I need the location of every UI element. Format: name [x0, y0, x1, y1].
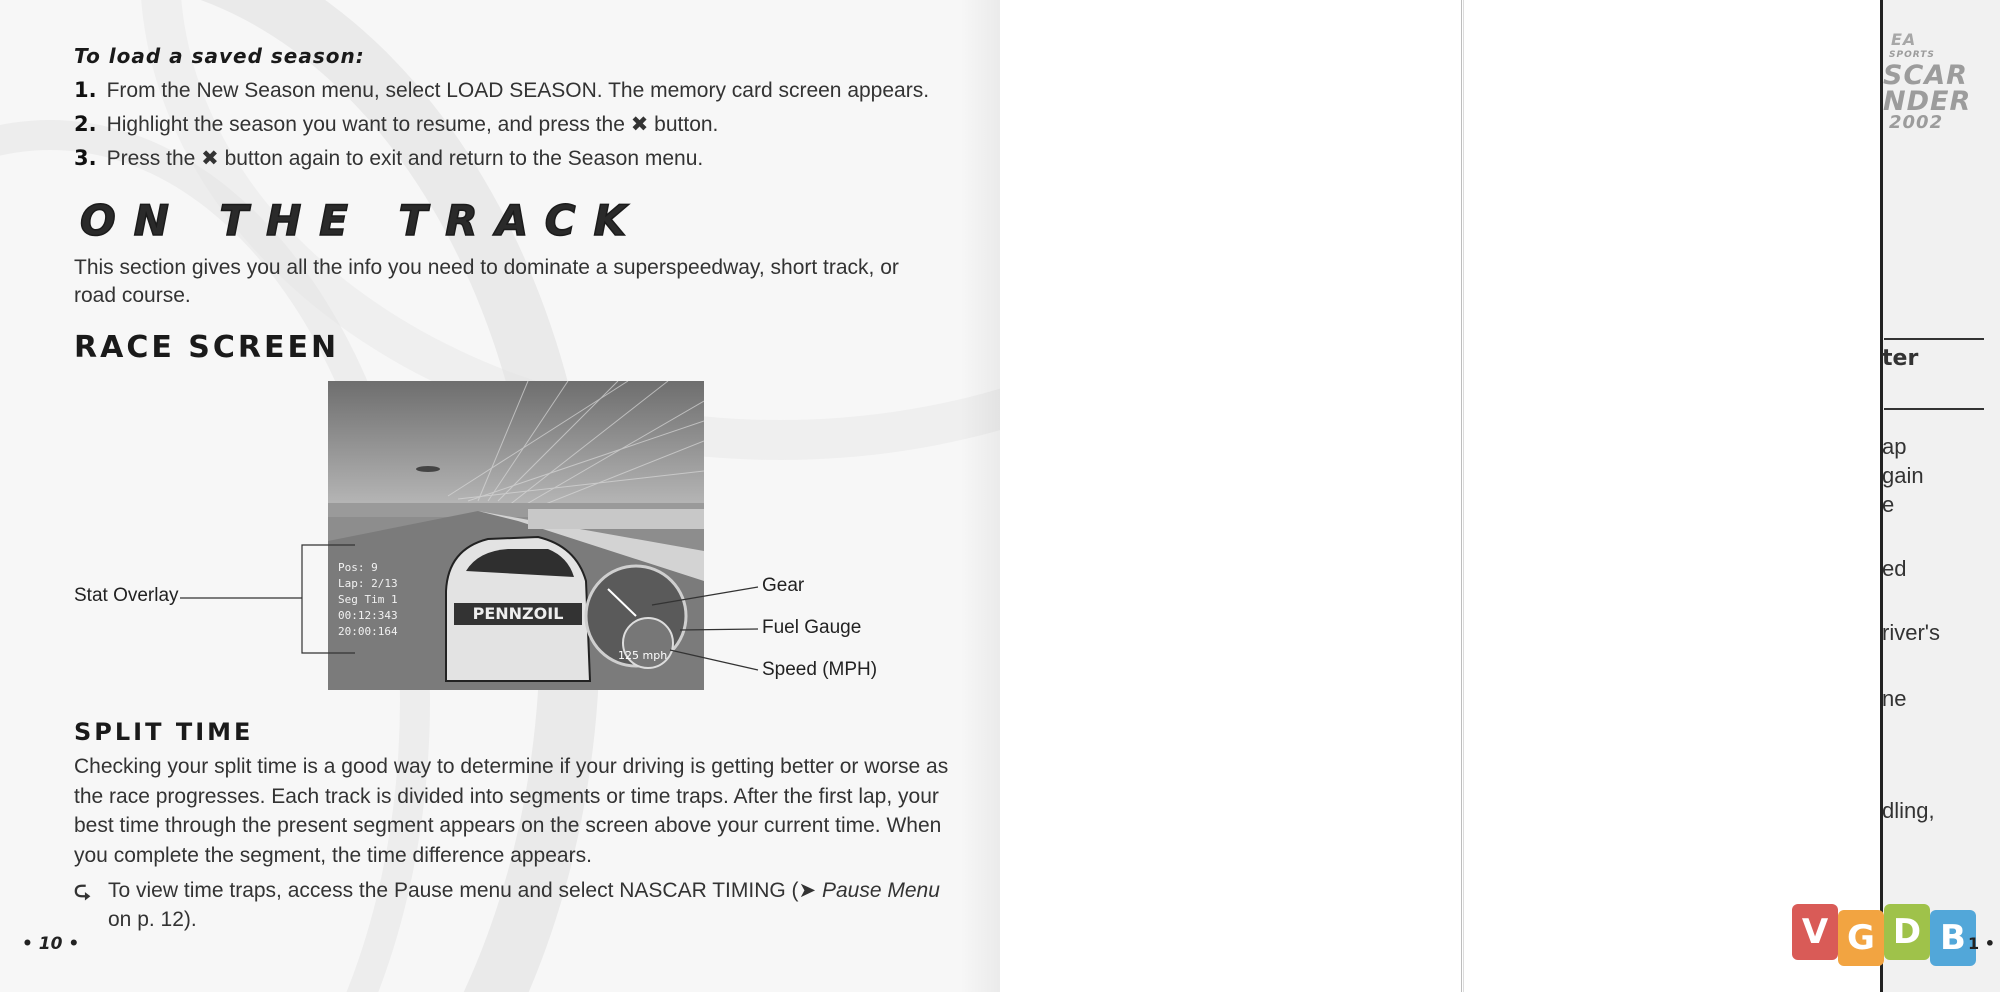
vgdb-watermark-letter: G	[1838, 910, 1884, 966]
text-fragment: ne	[1882, 686, 1907, 711]
race-screen-heading: RACE SCREEN	[74, 330, 340, 365]
logo-line: NDER	[1883, 86, 1972, 117]
hud-line: Lap: 2/13	[338, 577, 398, 590]
page-edge-line	[1463, 0, 1464, 992]
race-screenshot	[328, 381, 704, 690]
text-fragment: ed	[1882, 556, 1907, 581]
callout-stat-overlay: Stat Overlay	[74, 585, 179, 606]
split-time-body: Checking your split time is a good way to determine if your driving is getting better or worse as the race progresses. Each track is divided into segments or time traps. After the first lap, your best time through the present segment appears on the screen above your current time. When you complete the segment, the time difference appears.	[74, 755, 949, 867]
race-car	[446, 537, 590, 681]
page-number-right: 1 •	[1968, 934, 1995, 953]
step-text: From the New Season menu, select LOAD SEASON. The memory card screen appears.	[106, 79, 930, 102]
step-item	[74, 112, 718, 137]
race-scene-illustration	[328, 381, 704, 690]
text-fragment: gain	[1882, 463, 1924, 488]
speed-readout: 125 mph	[618, 649, 668, 662]
page-fold-shadow	[960, 0, 1000, 992]
vgdb-watermark-letter: B	[1930, 910, 1976, 966]
car-sponsor-label: PENNZOIL	[472, 604, 564, 623]
text-fragment: ter	[1882, 346, 1919, 371]
step-item	[74, 146, 703, 171]
section-title: ON THE TRACK	[80, 196, 645, 245]
text-fragment: dling,	[1882, 798, 1935, 823]
speedometer-gauge	[586, 566, 686, 668]
tip-text: To view time traps, access the Pause menu and select NASCAR TIMING (➤	[108, 879, 817, 902]
tip-note	[74, 876, 954, 934]
load-season-heading: To load a saved season:	[74, 44, 365, 68]
hud-line: Seg Tim 1	[338, 593, 398, 606]
step-text: Highlight the season you want to resume, and press the ✖ button.	[106, 113, 719, 136]
tip-reference: Pause Menu	[821, 879, 940, 902]
hud-line: 00:12:343	[338, 609, 398, 622]
callout-fuel-gauge: Fuel Gauge	[762, 617, 862, 638]
tip-arrow-icon: ⮎	[74, 879, 91, 902]
section-intro: This section gives you all the info you need to dominate a superspeedway, short track, or road course.	[74, 256, 899, 307]
vgdb-watermark-letter: V	[1792, 904, 1838, 960]
vgdb-watermark-letter: D	[1884, 904, 1930, 960]
page-number-left: • 10 •	[22, 934, 80, 954]
ea-logo: EA	[1891, 30, 1917, 49]
text-fragment: ap	[1882, 434, 1907, 459]
step-number: 1.	[74, 78, 97, 102]
step-item	[74, 78, 929, 103]
tip-end: on p. 12).	[108, 908, 197, 931]
step-text: Press the ✖ button again to exit and return to the Season menu.	[106, 147, 704, 170]
table-rule	[1884, 408, 1984, 410]
logo-year: 2002	[1889, 112, 1944, 133]
hud-line: 20:00:164	[338, 625, 398, 638]
page-edge-line	[1461, 0, 1462, 992]
callout-speed: Speed (MPH)	[762, 659, 878, 680]
step-number: 2.	[74, 112, 97, 136]
callout-gear: Gear	[762, 575, 805, 596]
right-manual-page	[1880, 0, 2000, 992]
hud-line: Pos: 9	[338, 561, 378, 574]
table-rule	[1884, 338, 1984, 340]
logo-line: SCAR	[1883, 60, 1968, 91]
ea-sports-label: SPORTS	[1889, 50, 1935, 60]
split-time-heading: SPLIT TIME	[74, 718, 254, 746]
text-fragment: river's	[1882, 620, 1940, 645]
text-fragment: e	[1882, 492, 1895, 517]
step-number: 3.	[74, 146, 97, 170]
